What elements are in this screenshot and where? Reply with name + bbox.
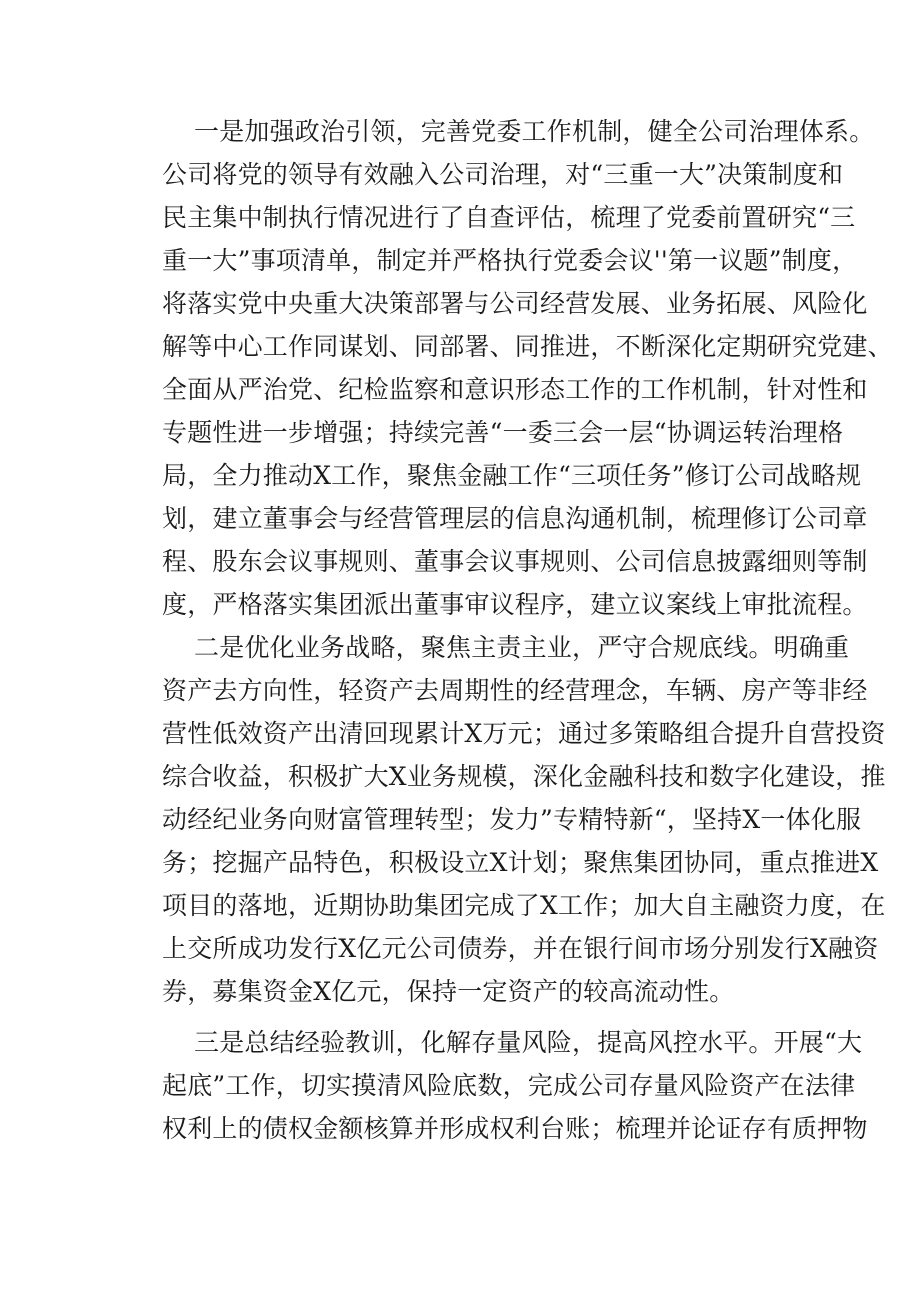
text-line: 公司将党的领导有效融入公司治理，对“三重一大”决策制度和: [162, 160, 844, 189]
text-line: 专题性进一步增强；持续完善“一委三会一层“协调运转治理格: [162, 418, 844, 447]
text-line: 将落实党中央重大决策部署与公司经营发展、业务拓展、风险化: [162, 289, 868, 318]
text-line: 重一大”事项清单，制定并严格执行党委会议''第一议题”制度，: [162, 246, 858, 275]
text-line: 动经纪业务向财富管理转型；发力”专精特新“，坚持X一体化服: [162, 805, 862, 834]
text-line: 起底”工作，切实摸清风险底数，完成公司存量风险资产在法律: [162, 1071, 856, 1100]
paragraph-2: [162, 626, 886, 1013]
text-line: 局，全力推动X工作，聚焦金融工作“三项任务”修订公司战略规: [162, 461, 862, 490]
text-line: 综合收益，积极扩大X业务规模，深化金融科技和数字化建设，推: [162, 762, 886, 791]
text-line: 解等中心工作同谋划、同部署、同推进，不断深化定期研究党建、: [162, 332, 893, 361]
text-line: 营性低效资产出清回现累计X万元；通过多策略组合提升自营投资: [162, 719, 886, 748]
text-line: 务；挖掘产品特色，积极设立X计划；聚焦集团协同，重点推进X: [162, 848, 879, 877]
text-line: 上交所成功发行X亿元公司债券，并在银行间市场分别发行X融资: [162, 934, 879, 963]
text-line: 一是加强政治引领，完善党委工作机制，健全公司治理体系。: [194, 117, 875, 146]
text-line: 项目的落地，近期协助集团完成了X工作；加大自主融资力度，在: [162, 891, 886, 920]
text-line: 三是总结经验教训，化解存量风险，提高风控水平。开展“大: [194, 1028, 863, 1057]
paragraph-1: [162, 110, 893, 626]
text-line: 权利上的债权金额核算并形成权利台账；梳理并论证存有质押物: [162, 1114, 868, 1143]
text-line: 度，严格落实集团派出董事审议程序，建立议案线上审批流程。: [162, 590, 868, 619]
text-line: 资产去方向性，轻资产去周期性的经营理念，车辆、房产等非经: [162, 676, 868, 705]
paragraph-gap: [162, 1013, 798, 1021]
paragraph-3: [162, 1021, 868, 1150]
document-body: [162, 110, 893, 1150]
text-line: 程、股东会议事规则、董事会议事规则、公司信息披露细则等制: [162, 547, 868, 576]
text-line: 民主集中制执行情况进行了自查评估，梳理了党委前置研究“三: [162, 203, 856, 232]
text-line: 划，建立董事会与经营管理层的信息沟通机制，梳理修订公司章: [162, 504, 868, 533]
text-line: 二是优化业务战略，聚焦主责主业，严守合规底线。明确重: [194, 633, 850, 662]
text-line: 全面从严治党、纪检监察和意识形态工作的工作机制，针对性和: [162, 375, 868, 404]
text-line: 券，募集资金X亿元，保持一定资产的较高流动性。: [162, 977, 735, 1006]
